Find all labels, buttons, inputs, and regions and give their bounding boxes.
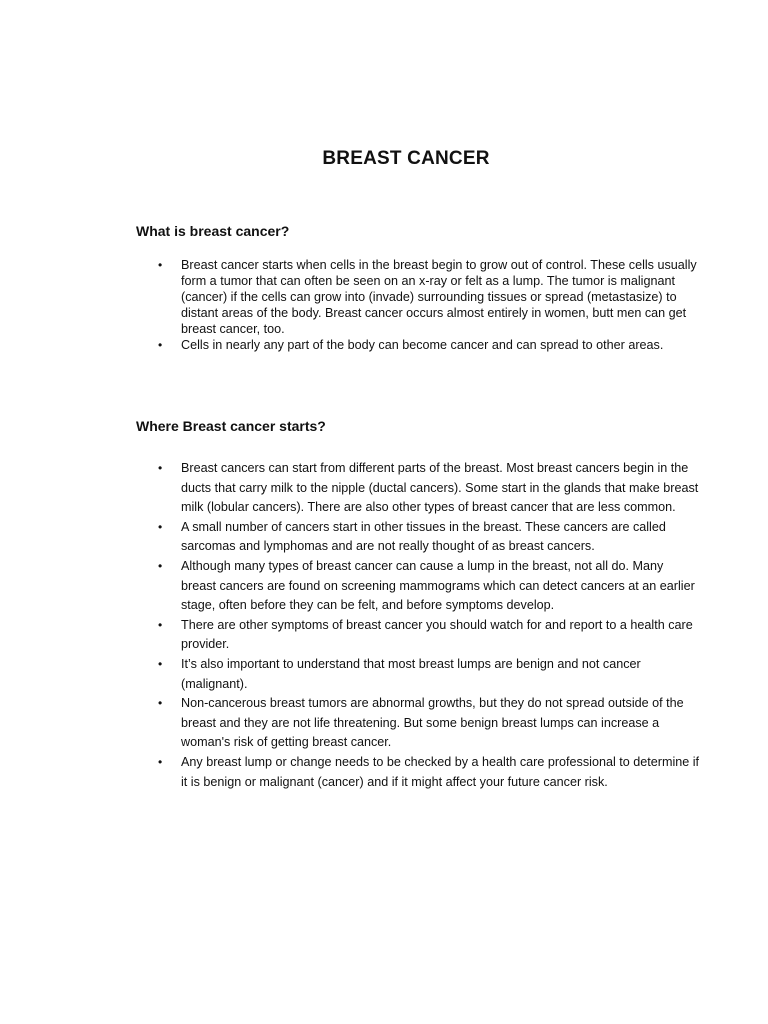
bullet-icon: • xyxy=(158,754,163,769)
list-item xyxy=(0,518,700,557)
list-item-text: A small number of cancers start in other tissues in the breast. These cancers are called sarcomas and lymphomas and are not really thought of as breast cancers. xyxy=(181,519,666,554)
list-item-text: It’s also important to understand that most breast lumps are benign and not cancer (malignant). xyxy=(181,656,641,691)
bullet-icon: • xyxy=(158,461,163,475)
list-item-text: Any breast lump or change needs to be checked by a health care professional to determine if it is benign or malignant (cancer) and if it might affect your future cancer risk. xyxy=(181,754,700,789)
document-title: BREAST CANCER xyxy=(322,148,490,169)
section-heading-where-breast-cancer-starts: Where Breast cancer starts? xyxy=(136,418,326,434)
bullet-icon: • xyxy=(158,617,163,632)
bullet-icon: • xyxy=(158,656,163,671)
list-item xyxy=(0,337,700,353)
list-item-text: Breast cancer starts when cells in the breast begin to grow out of control. These cells usually form a tumor that can often be seen on an x-ray or felt as a lump. The tumor is malignant (cancer) if the cells can grow into (invade) surrounding tissues or spread (metastasize) to distant areas of the body. Breast cancer occurs almost entirely in women, butt men can get breast cancer, too. xyxy=(181,258,697,336)
list-item-text: Breast cancers can start from different parts of the breast. Most breast cancers begin in the ducts that carry milk to the nipple (ductal cancers). Some start in the glands that make breast milk (lobular cancers). There are also other types of breast cancer that are less common. xyxy=(181,461,699,515)
list-item xyxy=(0,257,700,337)
bullet-icon: • xyxy=(158,338,163,352)
bullet-list-what-is-breast-cancer xyxy=(0,257,700,353)
list-item xyxy=(0,557,700,616)
bullet-icon: • xyxy=(158,696,163,711)
list-item-text: Although many types of breast cancer can cause a lump in the breast, not all do. Many breast cancers are found on screening mammograms which can detect cancers at an earlier stage, often before they can be felt, and before symptoms develop. xyxy=(181,558,695,613)
list-item xyxy=(0,694,700,753)
bullet-list-where-breast-cancer-starts xyxy=(0,459,700,792)
list-item xyxy=(0,655,700,694)
list-item xyxy=(0,753,700,792)
section-heading-what-is-breast-cancer: What is breast cancer? xyxy=(136,223,290,239)
list-item-text: Cells in nearly any part of the body can become cancer and can spread to other areas. xyxy=(181,338,664,352)
bullet-icon: • xyxy=(158,258,163,272)
list-item-text: Non-cancerous breast tumors are abnormal growths, but they do not spread outside of the breast and they are not life threatening. But some benign breast lumps can increase a woman's risk of getting breast cancer. xyxy=(181,696,684,750)
list-item xyxy=(0,459,700,518)
bullet-icon: • xyxy=(158,558,163,573)
list-item xyxy=(0,616,700,655)
bullet-icon: • xyxy=(158,519,163,534)
list-item-text: There are other symptoms of breast cancer you should watch for and report to a health care provider. xyxy=(181,617,693,652)
